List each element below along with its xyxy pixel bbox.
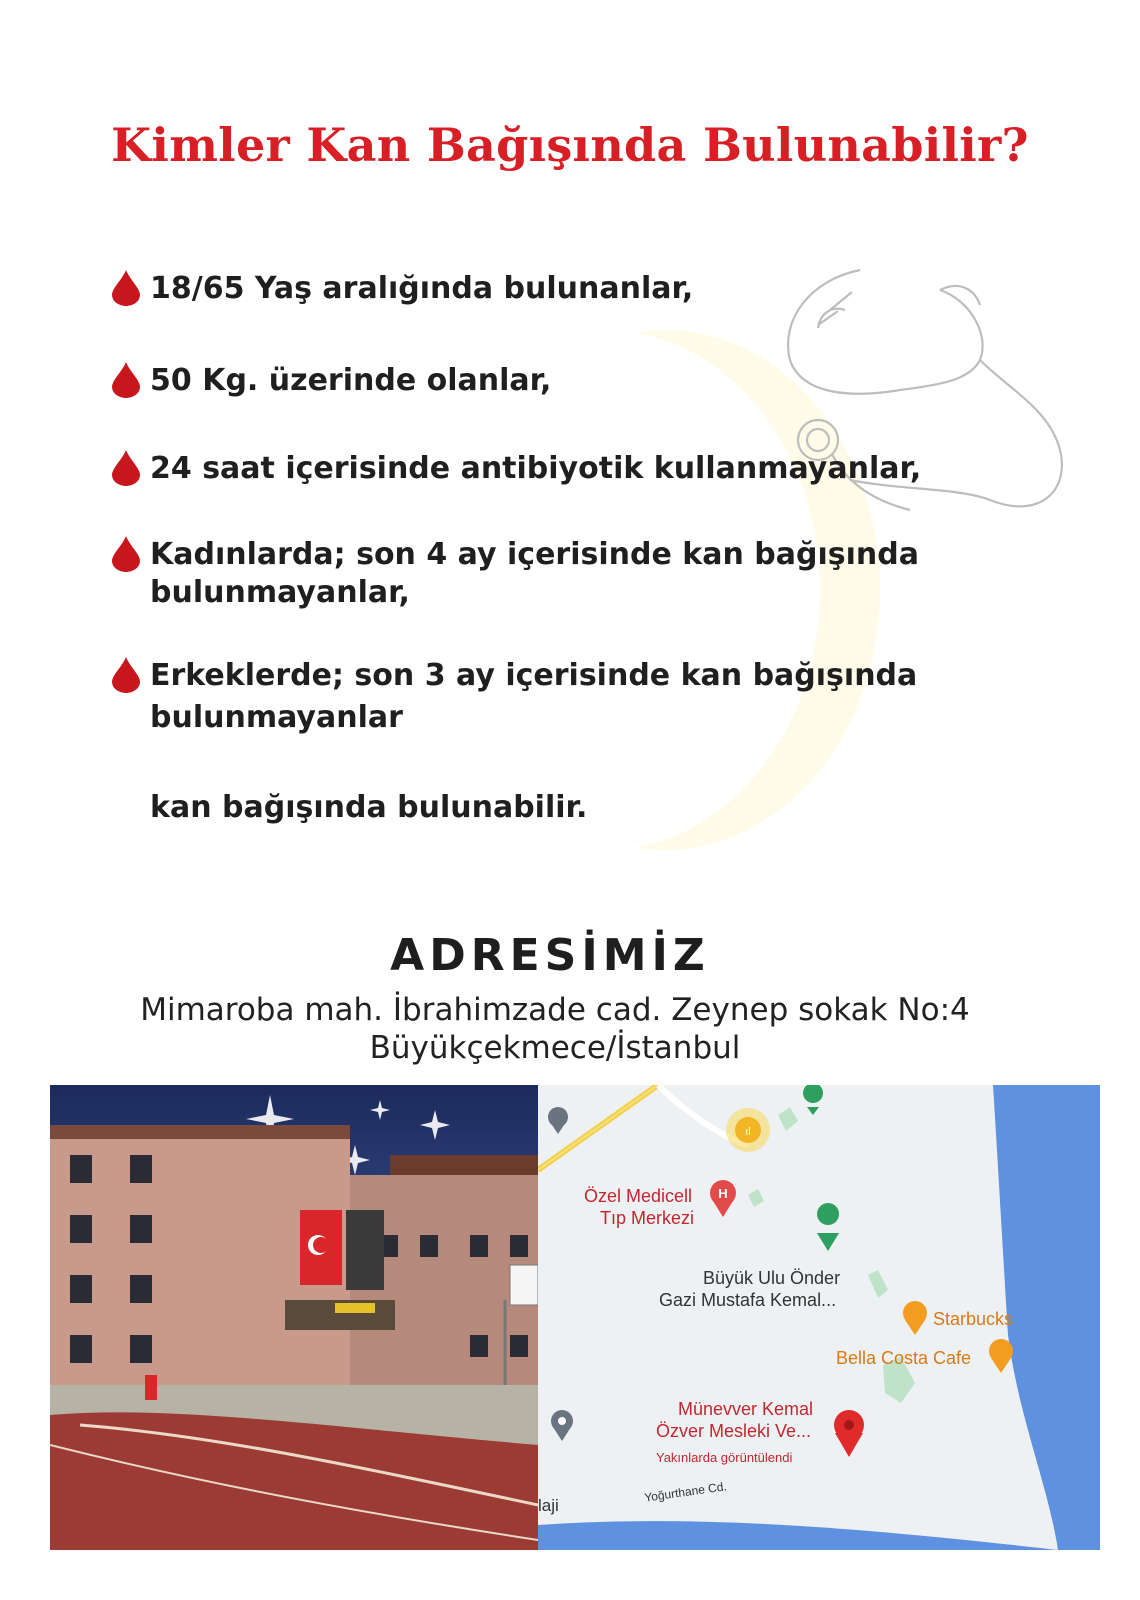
map-label-edge: laji <box>538 1496 559 1515</box>
blood-drop-icon <box>112 657 140 693</box>
blood-drop-icon <box>112 362 140 398</box>
map-label-recent: Yakınlarda görüntülendi <box>656 1450 793 1465</box>
map-canvas <box>538 1085 1100 1550</box>
map-label-bella-costa[interactable]: Bella Costa Cafe <box>836 1348 972 1368</box>
criteria-text: 24 saat içerisinde antibiyotik kullanmayanlar, <box>150 451 922 486</box>
page-title: Kimler Kan Bağışında Bulunabilir? <box>111 118 1029 172</box>
address-line-1: Mimaroba mah. İbrahimzade cad. Zeynep sokak No:4 <box>140 992 970 1028</box>
map-label-street: Yoğurthane Cd. <box>643 1479 728 1505</box>
svg-text:H: H <box>718 1186 728 1201</box>
map-label-starbucks[interactable]: Starbucks <box>933 1309 1014 1329</box>
blood-drop-icon <box>112 270 140 306</box>
map-label-park[interactable]: Büyük Ulu Önder Gazi Mustafa Kemal... <box>659 1268 841 1310</box>
criteria-text: Erkeklerde; son 3 ay içerisinde kan bağışında bulunmayanlar <box>150 658 918 735</box>
blood-drop-icon <box>112 450 140 486</box>
criteria-text: 18/65 Yaş aralığında bulunanlar, <box>150 271 694 306</box>
closing-text: kan bağışında bulunabilir. <box>150 790 588 825</box>
location-map[interactable] <box>538 1085 1100 1550</box>
map-label-clinic[interactable]: Özel Medicell Tıp Merkezi <box>584 1186 695 1228</box>
blood-drop-icon <box>112 536 140 572</box>
address-heading: ADRESİMİZ <box>390 930 710 981</box>
address-line-2: Büyükçekmece/İstanbul <box>369 1030 741 1066</box>
criteria-text: 50 Kg. üzerinde olanlar, <box>150 363 552 398</box>
criteria-text: Kadınlarda; son 4 ay içerisinde kan bağışında bulunmayanlar, <box>150 537 919 610</box>
school-photo <box>50 1085 538 1550</box>
map-label-school[interactable]: Münevver Kemal Özver Mesleki Ve... <box>656 1399 814 1441</box>
svg-text:ıl: ıl <box>745 1126 751 1138</box>
